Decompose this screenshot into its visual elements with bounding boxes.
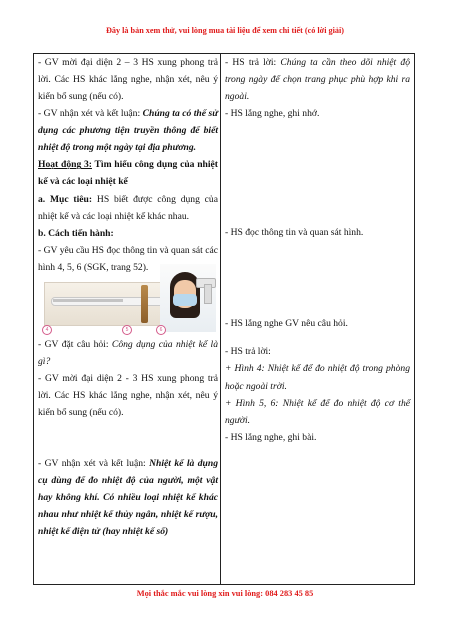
right-paragraph-2: - HS lắng nghe, ghi nhớ.	[225, 108, 320, 120]
right-paragraph-1: - HS trả lời: Chúng ta cần theo dõi nhiệt độ trong ngày để chọn trang phục phù hợp khi ra ngoài.	[225, 57, 410, 103]
glass-thermometer-image	[141, 285, 148, 323]
student-activities-column	[225, 54, 410, 446]
teacher-question: Công dụng của nhiệt kế là gì?	[38, 338, 218, 367]
figure-number-6: 6	[156, 325, 166, 335]
right-paragraph-8: - HS lắng nghe, ghi bài.	[225, 431, 317, 443]
preview-notice: Đây là bản xem thử, vui lòng mua tài liệu để xem chi tiết (có lời giải)	[105, 26, 344, 35]
conclusion-1: Chúng ta có thể sử dụng các phương tiện truyền thông để biết nhiệt độ trong một ngày tại địa phương.	[38, 108, 218, 154]
method-label: b. Cách tiến hành:	[38, 227, 114, 239]
goal: a. Mục tiêu: HS biết được công dụng của nhiệt kế và các loại nhiệt kế khác nhau.	[38, 193, 218, 222]
infrared-thermometer-image	[160, 264, 216, 332]
figure-number-5: 5	[122, 325, 132, 335]
right-paragraph-6: + Hình 4: Nhiệt kế để đo nhiệt độ trong phòng hoặc ngoài trời.	[225, 363, 410, 392]
contact-notice: Mọi thắc mắc vui lòng xin vui lòng: 084 283 45 85	[136, 589, 314, 598]
left-paragraph-1: - GV mời đại diện 2 – 3 HS xung phong trả lời. Các HS khác lắng nghe, nhận xét, nêu ý kiến bổ sung (nếu có).	[38, 57, 218, 103]
activity-title: Hoạt động 3: Tìm hiểu công dụng của nhiệt kế và các loại nhiệt kế	[38, 159, 218, 188]
left-paragraph-4: - GV đặt câu hỏi: Công dụng của nhiệt kế là gì?	[38, 338, 218, 367]
column-divider	[220, 54, 221, 584]
right-paragraph-3: - HS đọc thông tin và quan sát hình.	[225, 227, 364, 239]
thermometer-figures	[38, 282, 218, 332]
right-paragraph-5: - HS trả lời:	[225, 346, 271, 358]
left-paragraph-2: - GV nhận xét và kết luận: Chúng ta có thể sử dụng các phương tiện truyền thông để biết nhiệt độ trong một ngày tại địa phương.	[38, 108, 218, 154]
left-paragraph-3: - GV yêu cầu HS đọc thông tin và quan sát các hình 4, 5, 6 (SGK, trang 52).	[38, 244, 218, 273]
figure-number-4: 4	[42, 325, 52, 335]
teacher-activities-column	[38, 54, 218, 540]
conclusion-2: Nhiệt kế là dụng cụ dùng để đo nhiệt độ của người, một vật hay không khí. Có nhiều loại nhiệt kế khác nhau như nhiệt kế thủy ngân, nhiệt kế rượu, nhiệt kế điện tử (hay nhiệt kế số)	[38, 458, 218, 538]
room-thermometer-image	[44, 282, 178, 326]
left-paragraph-5: - GV mời đại diện 2 - 3 HS xung phong trả lời. Các HS khác lắng nghe, nhận xét, nêu ý kiến bổ sung (nếu có).	[38, 372, 218, 419]
lesson-table	[33, 53, 415, 585]
left-paragraph-6: - GV nhận xét và kết luận: Nhiệt kế là dụng cụ dùng để đo nhiệt độ của người, một vật hay không khí. Có nhiều loại nhiệt kế khác nhau như nhiệt kế thủy ngân, nhiệt kế rượu, nhiệt kế điện tử (hay nhiệt kế số)	[38, 458, 218, 538]
right-paragraph-7: + Hình 5, 6: Nhiệt kế để đo nhiệt độ cơ thể người.	[225, 397, 410, 426]
right-paragraph-4: - HS lắng nghe GV nêu câu hỏi.	[225, 318, 348, 330]
